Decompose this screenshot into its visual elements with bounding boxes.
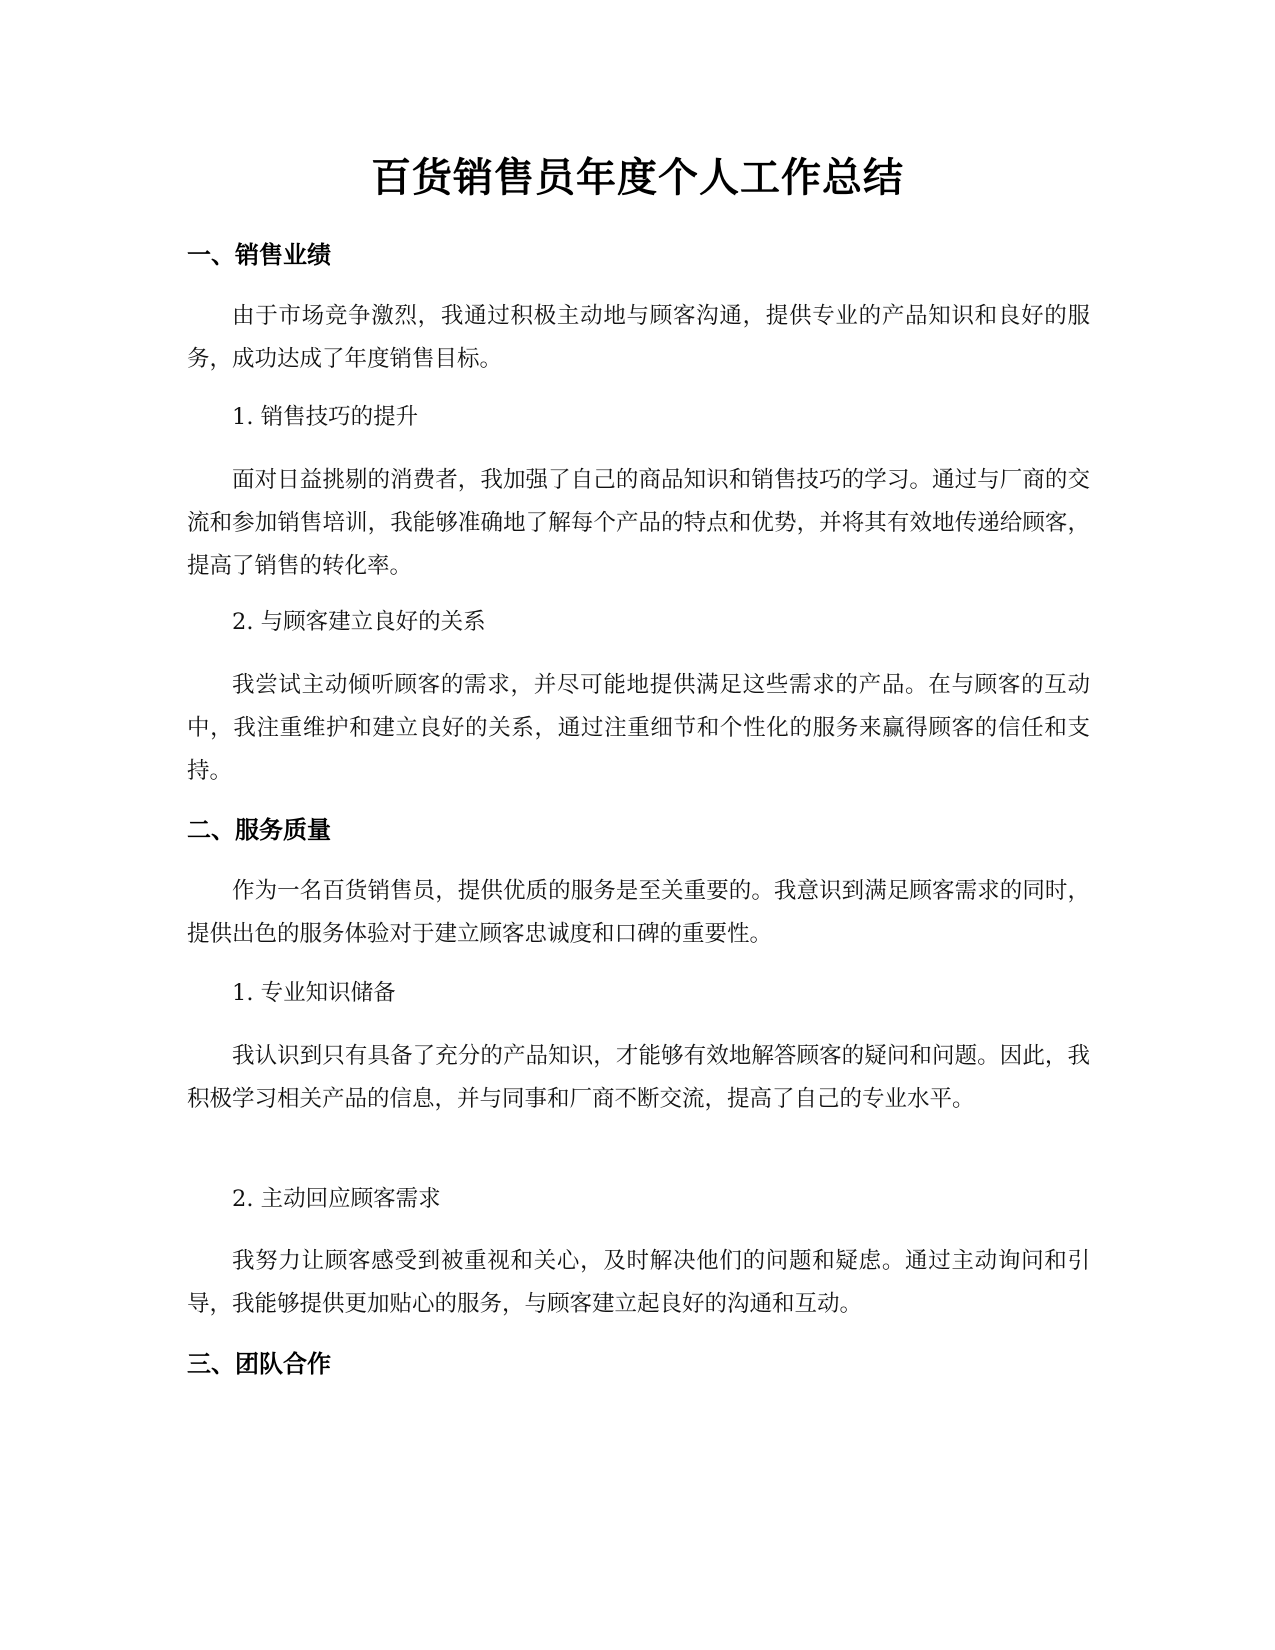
subsection-text-knowledge: 我认识到只有具备了充分的产品知识，才能够有效地解答顾客的疑问和问题。因此，我积极学习相关产品的信息，并与同事和厂商不断交流，提高了自己的专业水平。 xyxy=(187,1043,1090,1112)
subsection-title-knowledge: 1. 专业知识储备 xyxy=(232,980,396,1006)
subsection-title-customer-relations: 2. 与顾客建立良好的关系 xyxy=(232,609,486,635)
subsection-text-sales-skills: 面对日益挑剔的消费者，我加强了自己的商品知识和销售技巧的学习。通过与厂商的交流和参加销售培训，我能够准确地了解每个产品的特点和优势，并将其有效地传递给顾客，提高了销售的转化率。 xyxy=(187,467,1090,579)
section-intro-service: 作为一名百货销售员，提供优质的服务是至关重要的。我意识到满足顾客需求的同时，提供出色的服务体验对于建立顾客忠诚度和口碑的重要性。 xyxy=(187,878,1090,947)
section-heading-teamwork: 三、团队合作 xyxy=(187,1350,331,1378)
document-title: 百货销售员年度个人工作总结 xyxy=(371,155,904,201)
section-heading-service: 二、服务质量 xyxy=(187,816,331,844)
subsection-title-sales-skills: 1. 销售技巧的提升 xyxy=(232,404,419,430)
section-heading-sales: 一、销售业绩 xyxy=(187,241,331,269)
subsection-text-respond-needs: 我努力让顾客感受到被重视和关心，及时解决他们的问题和疑虑。通过主动询问和引导，我能够提供更加贴心的服务，与顾客建立起良好的沟通和互动。 xyxy=(187,1248,1090,1317)
section-intro-sales: 由于市场竞争激烈，我通过积极主动地与顾客沟通，提供专业的产品知识和良好的服务，成功达成了年度销售目标。 xyxy=(187,303,1090,372)
subsection-title-respond-needs: 2. 主动回应顾客需求 xyxy=(232,1186,441,1212)
subsection-text-customer-relations: 我尝试主动倾听顾客的需求，并尽可能地提供满足这些需求的产品。在与顾客的互动中，我注重维护和建立良好的关系，通过注重细节和个性化的服务来赢得顾客的信任和支持。 xyxy=(187,672,1090,784)
